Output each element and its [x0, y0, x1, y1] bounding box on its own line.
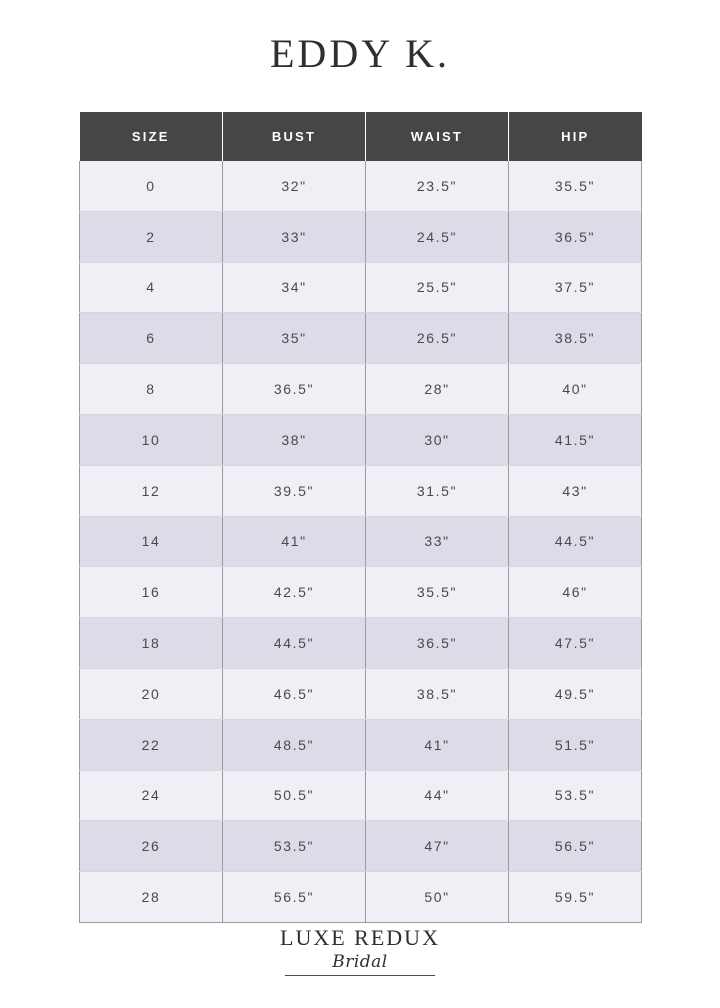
cell-size: 8 [80, 364, 223, 415]
cell-size: 26 [80, 821, 223, 872]
cell-hip: 44.5" [509, 516, 642, 567]
cell-bust: 50.5" [223, 770, 366, 821]
cell-bust: 41" [223, 516, 366, 567]
cell-waist: 41" [366, 719, 509, 770]
table-row [80, 516, 642, 567]
column-header-size: SIZE [80, 112, 223, 161]
cell-hip: 56.5" [509, 821, 642, 872]
cell-bust: 35" [223, 313, 366, 364]
cell-bust: 44.5" [223, 618, 366, 669]
cell-hip: 53.5" [509, 770, 642, 821]
table-row [80, 414, 642, 465]
cell-waist: 26.5" [366, 313, 509, 364]
cell-bust: 48.5" [223, 719, 366, 770]
table-row [80, 313, 642, 364]
cell-waist: 28" [366, 364, 509, 415]
cell-size: 12 [80, 465, 223, 516]
table-row [80, 262, 642, 313]
footer-brand-script: Bridal [332, 952, 388, 972]
table-row [80, 465, 642, 516]
cell-waist: 24.5" [366, 211, 509, 262]
table-row [80, 668, 642, 719]
footer-logo [0, 926, 720, 976]
cell-size: 14 [80, 516, 223, 567]
cell-waist: 47" [366, 821, 509, 872]
cell-size: 22 [80, 719, 223, 770]
column-header-bust: BUST [223, 112, 366, 161]
cell-bust: 56.5" [223, 872, 366, 923]
brand-title [270, 31, 450, 76]
cell-waist: 36.5" [366, 618, 509, 669]
column-header-waist: WAIST [366, 112, 509, 161]
cell-bust: 39.5" [223, 465, 366, 516]
cell-bust: 34" [223, 262, 366, 313]
cell-waist: 25.5" [366, 262, 509, 313]
cell-size: 20 [80, 668, 223, 719]
cell-size: 0 [80, 161, 223, 211]
table-row [80, 719, 642, 770]
size-chart-container [79, 112, 641, 923]
brand-name-primary: EDDY [270, 31, 394, 76]
cell-waist: 30" [366, 414, 509, 465]
cell-size: 6 [80, 313, 223, 364]
cell-size: 28 [80, 872, 223, 923]
cell-hip: 40" [509, 364, 642, 415]
cell-hip: 59.5" [509, 872, 642, 923]
cell-bust: 42.5" [223, 567, 366, 618]
table-header-row [80, 112, 642, 161]
cell-hip: 37.5" [509, 262, 642, 313]
cell-hip: 38.5" [509, 313, 642, 364]
column-header-hip: HIP [509, 112, 642, 161]
cell-hip: 36.5" [509, 211, 642, 262]
cell-hip: 35.5" [509, 161, 642, 211]
cell-bust: 46.5" [223, 668, 366, 719]
table-row [80, 211, 642, 262]
cell-waist: 33" [366, 516, 509, 567]
footer-divider [285, 975, 435, 976]
cell-hip: 46" [509, 567, 642, 618]
cell-waist: 31.5" [366, 465, 509, 516]
cell-hip: 49.5" [509, 668, 642, 719]
cell-bust: 33" [223, 211, 366, 262]
cell-waist: 38.5" [366, 668, 509, 719]
size-chart-table [79, 112, 642, 923]
cell-waist: 50" [366, 872, 509, 923]
cell-size: 10 [80, 414, 223, 465]
cell-hip: 51.5" [509, 719, 642, 770]
table-row [80, 821, 642, 872]
cell-waist: 35.5" [366, 567, 509, 618]
table-row [80, 567, 642, 618]
cell-size: 18 [80, 618, 223, 669]
brand-name-secondary: K. [405, 31, 450, 76]
table-body [80, 161, 642, 922]
cell-size: 4 [80, 262, 223, 313]
cell-bust: 53.5" [223, 821, 366, 872]
cell-hip: 43" [509, 465, 642, 516]
cell-size: 2 [80, 211, 223, 262]
cell-waist: 44" [366, 770, 509, 821]
table-row [80, 770, 642, 821]
table-row [80, 618, 642, 669]
cell-hip: 47.5" [509, 618, 642, 669]
cell-hip: 41.5" [509, 414, 642, 465]
cell-size: 16 [80, 567, 223, 618]
table-row [80, 364, 642, 415]
cell-size: 24 [80, 770, 223, 821]
footer-brand-name: LUXE REDUX [280, 924, 440, 950]
table-header [80, 112, 642, 161]
table-row [80, 161, 642, 211]
cell-bust: 36.5" [223, 364, 366, 415]
table-row [80, 872, 642, 923]
cell-bust: 32" [223, 161, 366, 211]
cell-bust: 38" [223, 414, 366, 465]
cell-waist: 23.5" [366, 161, 509, 211]
